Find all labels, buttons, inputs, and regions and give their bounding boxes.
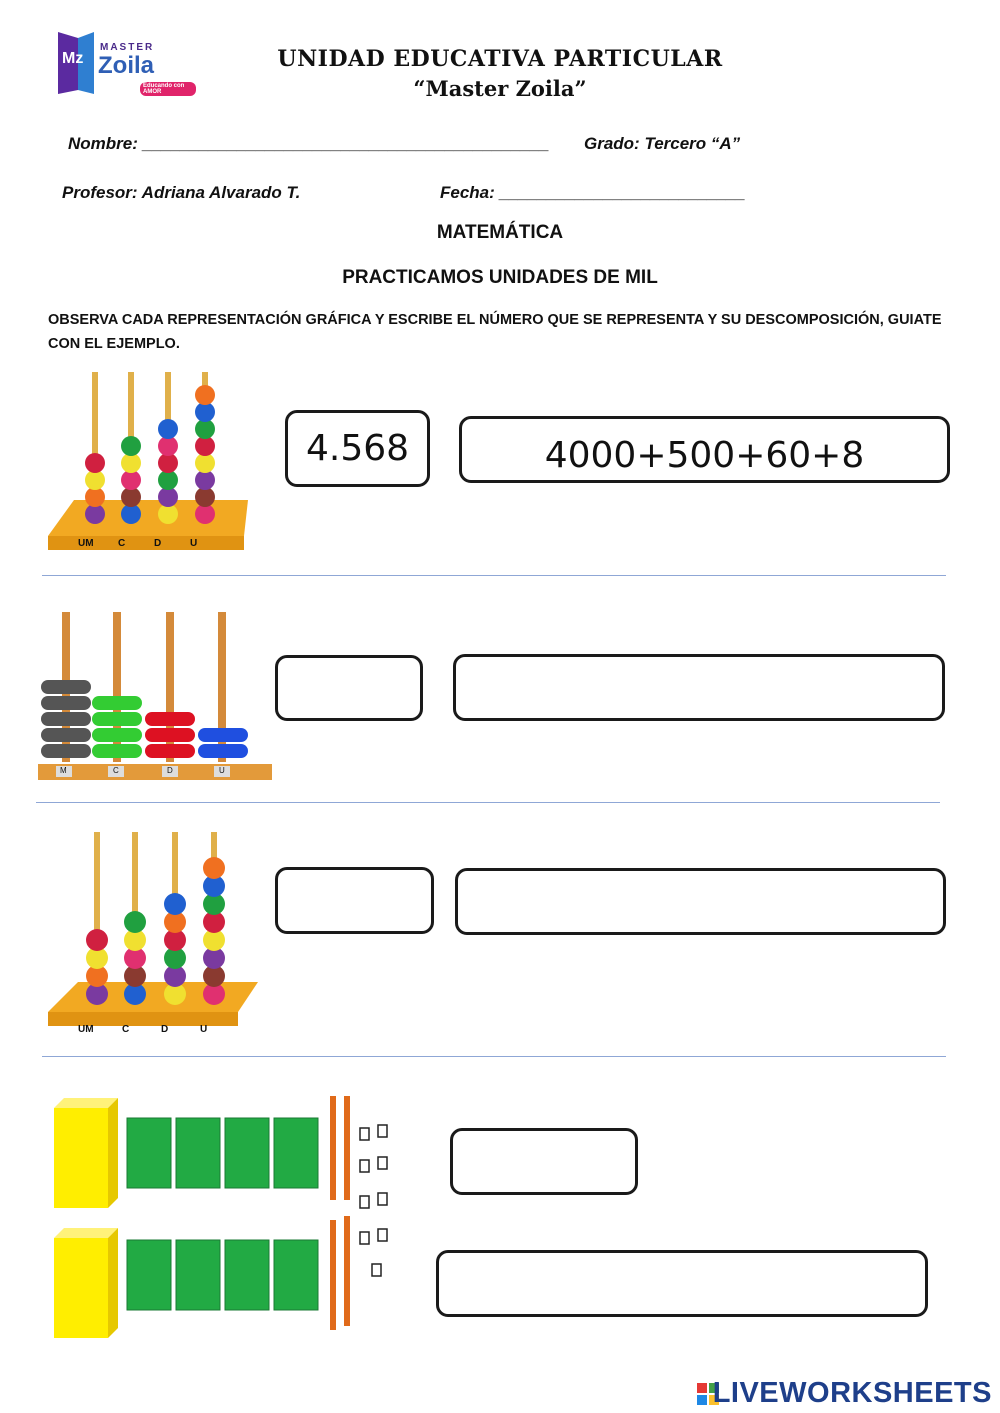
separator-2 (36, 802, 940, 803)
abacus-label-u: U (219, 766, 225, 775)
abacus-label-d: D (154, 538, 162, 549)
footer-brand: LIVEWORKSHEETS (712, 1377, 992, 1409)
abacus-label-u: U (200, 1024, 208, 1035)
decomposition-answer-4[interactable] (436, 1250, 928, 1317)
decomposition-answer-1: 4000+500+60+8 (459, 416, 950, 483)
abacus-label-d: D (161, 1024, 169, 1035)
school-title: UNIDAD EDUCATIVA PARTICULAR (277, 46, 723, 72)
logo-brand-text: Zoila (98, 52, 155, 79)
logo-top-text: MASTER (100, 42, 155, 53)
grade-label: Grado: Tercero “A” (584, 134, 741, 153)
decomposition-answer-3[interactable] (455, 868, 946, 935)
thousand-cube-icon (54, 1098, 118, 1208)
number-answer-2[interactable] (275, 655, 423, 721)
name-field[interactable]: Nombre: ___________________________________________ (68, 134, 550, 153)
decomposition-answer-2[interactable] (453, 654, 945, 721)
abacus-label-um: UM (78, 1024, 94, 1035)
abacus-label-u: U (190, 538, 198, 549)
thousand-cube-icon (54, 1228, 118, 1338)
abacus-label-m: M (60, 766, 67, 775)
abacus-label-um: UM (78, 538, 94, 549)
number-answer-1: 4.568 (285, 410, 430, 487)
separator-1 (42, 575, 946, 576)
base-ten-blocks (50, 1090, 410, 1340)
abacus-label-d: D (167, 766, 173, 775)
topic-title: PRACTICAMOS UNIDADES DE MIL (342, 267, 658, 288)
abacus-label-c: C (113, 766, 119, 775)
abacus-label-c: C (122, 1024, 130, 1035)
separator-3 (42, 1056, 946, 1057)
number-answer-4[interactable] (450, 1128, 638, 1195)
number-answer-3[interactable] (275, 867, 434, 934)
logo-monogram: Mz (62, 50, 84, 67)
instructions: OBSERVA CADA REPRESENTACIÓN GRÁFICA Y ESCRIBE EL NÚMERO QUE SE REPRESENTA Y SU DESCOMPOSICIÓN, GUIATE CON EL EJEMPLO. (48, 312, 942, 352)
abacus-3 (46, 826, 260, 1038)
logo-tagline: Educando con AMOR (140, 82, 196, 96)
subject-title: MATEMÁTICA (436, 222, 564, 243)
school-name: “Master Zoila” (413, 76, 587, 101)
abacus-label-c: C (118, 538, 126, 549)
abacus-1 (44, 366, 254, 556)
date-field[interactable]: Fecha: __________________________ (440, 183, 746, 202)
teacher-label: Profesor: Adriana Alvarado T. (62, 183, 301, 202)
abacus-2 (38, 610, 274, 782)
